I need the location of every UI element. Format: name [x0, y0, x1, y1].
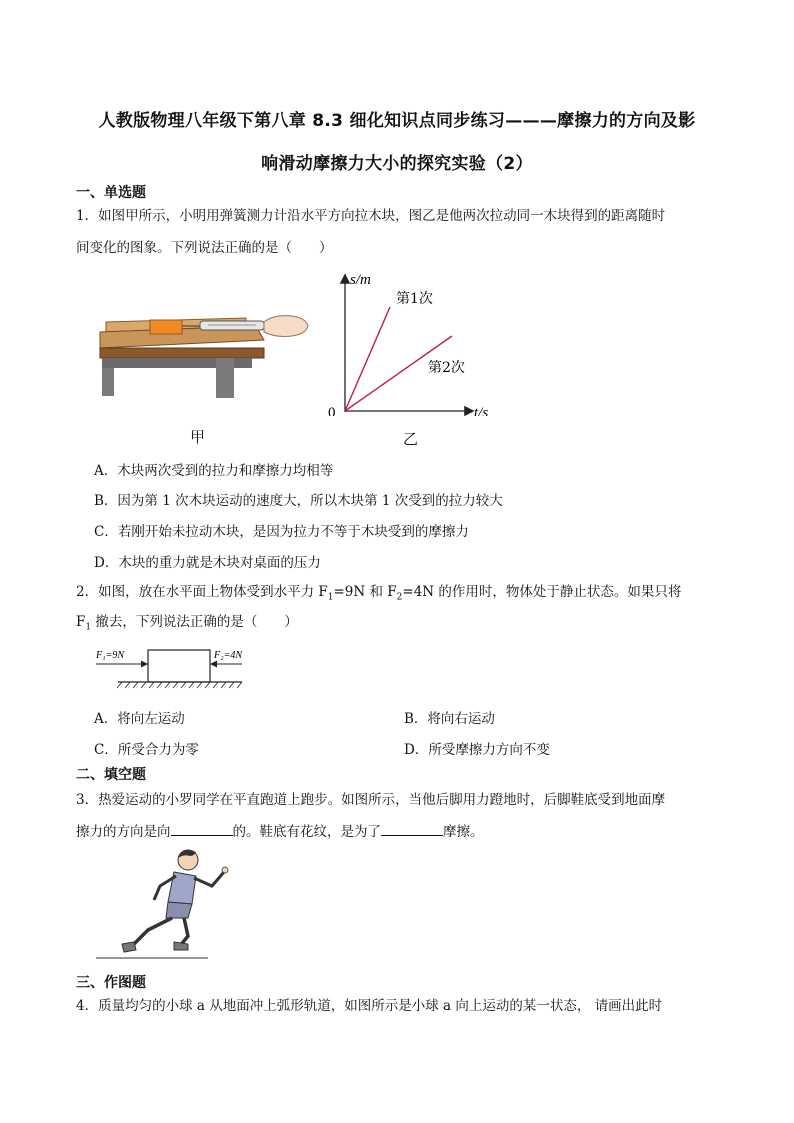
q2-option-b[interactable]: B．将向右运动 — [404, 711, 495, 727]
q2-stem-line1: 2．如图，放在水平面上物体受到水平力 $F_1=9N$ 和 $F_2=4N$ 的作用时，物体处于静止状态。如果只将 — [76, 584, 682, 603]
q3-blank-1[interactable] — [171, 821, 233, 836]
q4-stem-line1: 4．质量均匀的小球 a 从地面冲上弧形轨道，如图所示是小球 a 向上运动的某一状态， 请画出此时 — [76, 998, 663, 1014]
q2-force-diagram — [92, 644, 252, 690]
series2-label: 第2次 — [428, 360, 465, 376]
page-title-line1: 人教版物理八年级下第八章 8.3 细化知识点同步练习———摩擦力的方向及影 — [98, 111, 696, 131]
figure-yi-label: 乙 — [403, 432, 419, 448]
origin-label: 0 — [328, 405, 336, 416]
f1-label: F₁=9N — [96, 650, 125, 661]
figure-jia-table — [96, 312, 316, 404]
y-axis-label: s/m — [350, 272, 371, 288]
q1-option-d[interactable]: D．木块的重力就是木块对桌面的压力 — [94, 555, 321, 571]
x-axis-label: t/s — [474, 405, 489, 416]
object-block — [148, 650, 210, 682]
q2-stem-line2: $F_1$ 撤去，下列说法正确的是（ ） — [76, 614, 298, 633]
q2-option-c[interactable]: C．所受合力为零 — [94, 742, 199, 758]
q2-option-a[interactable]: A．将向左运动 — [94, 711, 185, 727]
ground-hatching — [117, 682, 242, 688]
figure-yi-graph — [322, 266, 492, 416]
page-title-line2: 响滑动摩擦力大小的探究实验（2） — [261, 154, 533, 174]
q3-blank-2[interactable] — [381, 821, 443, 836]
f2-label: F₂=4N — [214, 650, 243, 661]
q1-option-c[interactable]: C．若刚开始未拉动木块，是因为拉力不等于木块受到的摩擦力 — [94, 524, 469, 540]
q3-stem-line1: 3．热爱运动的小罗同学在平直跑道上跑步。如图所示，当他后脚用力蹬地时，后脚鞋底受到地面摩 — [76, 792, 666, 808]
q1-option-a[interactable]: A．木块两次受到的拉力和摩擦力均相等 — [94, 463, 334, 479]
q1-stem-line1: 1．如图甲所示，小明用弹簧测力计沿水平方向拉木块，图乙是他两次拉动同一木块得到的距离随时 — [76, 208, 666, 224]
runner-figure — [96, 846, 236, 962]
section-fill-blank: 二、填空题 — [76, 767, 146, 783]
q1-stem-line2: 间变化的图象。下列说法正确的是（ ） — [76, 240, 333, 256]
q1-option-b[interactable]: B．因为第 1 次木块运动的速度大，所以木块第 1 次受到的拉力较大 — [94, 493, 503, 509]
series1-label: 第1次 — [396, 291, 433, 307]
figure-jia-label: 甲 — [190, 430, 206, 446]
q2-option-d[interactable]: D．所受摩擦力方向不变 — [404, 742, 550, 758]
section-drawing: 三、作图题 — [76, 975, 146, 991]
q3-stem-line2: 擦力的方向是向 的。鞋底有花纹，是为了 摩擦。 — [76, 821, 484, 842]
section-single-choice: 一、单选题 — [76, 185, 146, 201]
